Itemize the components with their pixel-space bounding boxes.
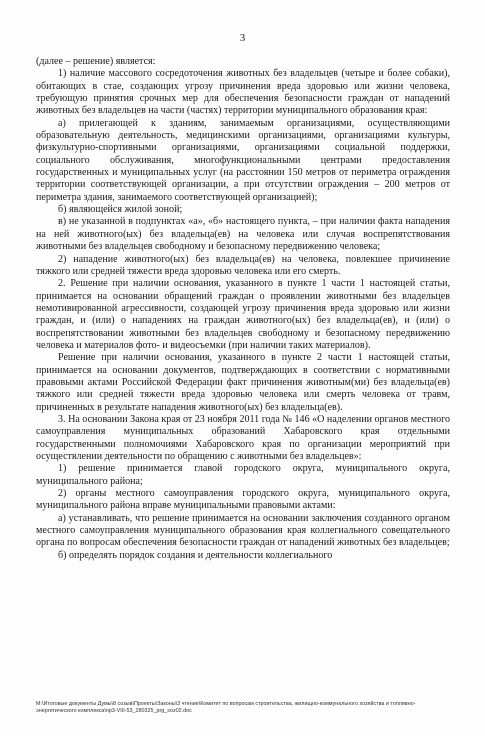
file-path-footer: M:\Итоговые документы Думы\8 созыв\Проекты\Законы\3 чтение\Комитет по вопросам строительства, жилищно-коммунального хозяйства и топливно-энергетического комплекса\пр3-VIII-53_280325_prg_soz02.doc [36,701,416,714]
paragraph: Решение при наличии основания, указанного в пункте 2 части 1 настоящей статьи, принимается на основании документов, подтверждающих в соответствии с нормативными правовыми актами Российской Федерации факт причинения животным(ми) без владельца(ев) тяжкого или средней тяжести вреда здоровью человека или смерть человека от травм, причиненных в результате нападения животного(ых) без владельца(ев). [36,352,450,413]
document-body [36,56,450,562]
paragraph: 2) нападение животного(ых) без владельца(ев) на человека, повлекшее причинение тяжкого или средней тяжести вреда здоровью человека или его смерть. [36,253,450,277]
paragraph: (далее – решение) является: [36,56,156,67]
paragraph: 2) органы местного самоуправления городского округа, муниципального округа, муниципального района вправе муниципальными правовыми актами: [36,488,450,512]
paragraph: а) устанавливать, что решение принимается на основании заключения созданного органом местного самоуправления муниципального образования края коллегиального совещательного органа по вопросам обеспечения безопасности граждан от нападений животных без владельцев; [36,512,450,549]
page-number: 3 [239,32,246,44]
paragraph: 1) наличие массового сосредоточения животных без владельцев (четыре и более собаки), обитающих в стае, создающих угрозу причинения вреда здоровью или жизни человека, требующую принятия срочных мер для обеспечения безопасности граждан от нападений животных без владельцев на части (частях) территории муниципального образования края: [36,68,450,117]
paragraph: а) прилегающей к зданиям, занимаемым организациями, осуществляющими образовательную деятельность, медицинскими организациями, организациями культуры, физкультурно-спортивными организациями, организациями социальной поддержки, социального обслуживания, многофункциональными центрами предоставления государственных и муниципальных услуг (на расстоянии 150 метров от периметра ограждения территории соответствующей организации, а при отсутствии ограждения – 200 метров от периметра здания, занимаемого соответствующей организацией); [36,117,450,203]
paragraph: б) являющейся жилой зоной; [58,204,183,216]
paragraph: 3. На основании Закона края от 23 ноября 2011 года № 146 «О наделении органов местного самоуправления муниципальных образований Хабаровского края отдельными государственными полномочиями Хабаровского края по организации мероприятий при осуществлении деятельности по обращению с животными без владельцев»: [36,413,450,462]
paragraph: 1) решение принимается главой городского округа, муниципального округа, муниципального района; [36,463,450,487]
paragraph: б) определять порядок создания и деятельности коллегиального [58,549,333,561]
paragraph: 2. Решение при наличии основания, указанного в пункте 1 части 1 настоящей статьи, принимается на основании обращений граждан о проявлении животными без владельцев немотивированной агрессивности, создающей угрозу причинения вреда здоровью или жизни граждан, и (или) о нападениях на граждан животного(ых) без владельца(ев), и (или) о воспрепятствовании животными без владельцев свободному и безопасному передвижению человека и материалов фото- и видеосъемки (при наличии таких материалов). [36,278,450,351]
paragraph: в) не указанной в подпунктах «а», «б» настоящего пункта, – при наличии факта нападения на ней животного(ых) без владельца(ев) на человека или случая воспрепятствования животными без владельцев свободному и безопасному передвижению человека; [36,216,450,253]
